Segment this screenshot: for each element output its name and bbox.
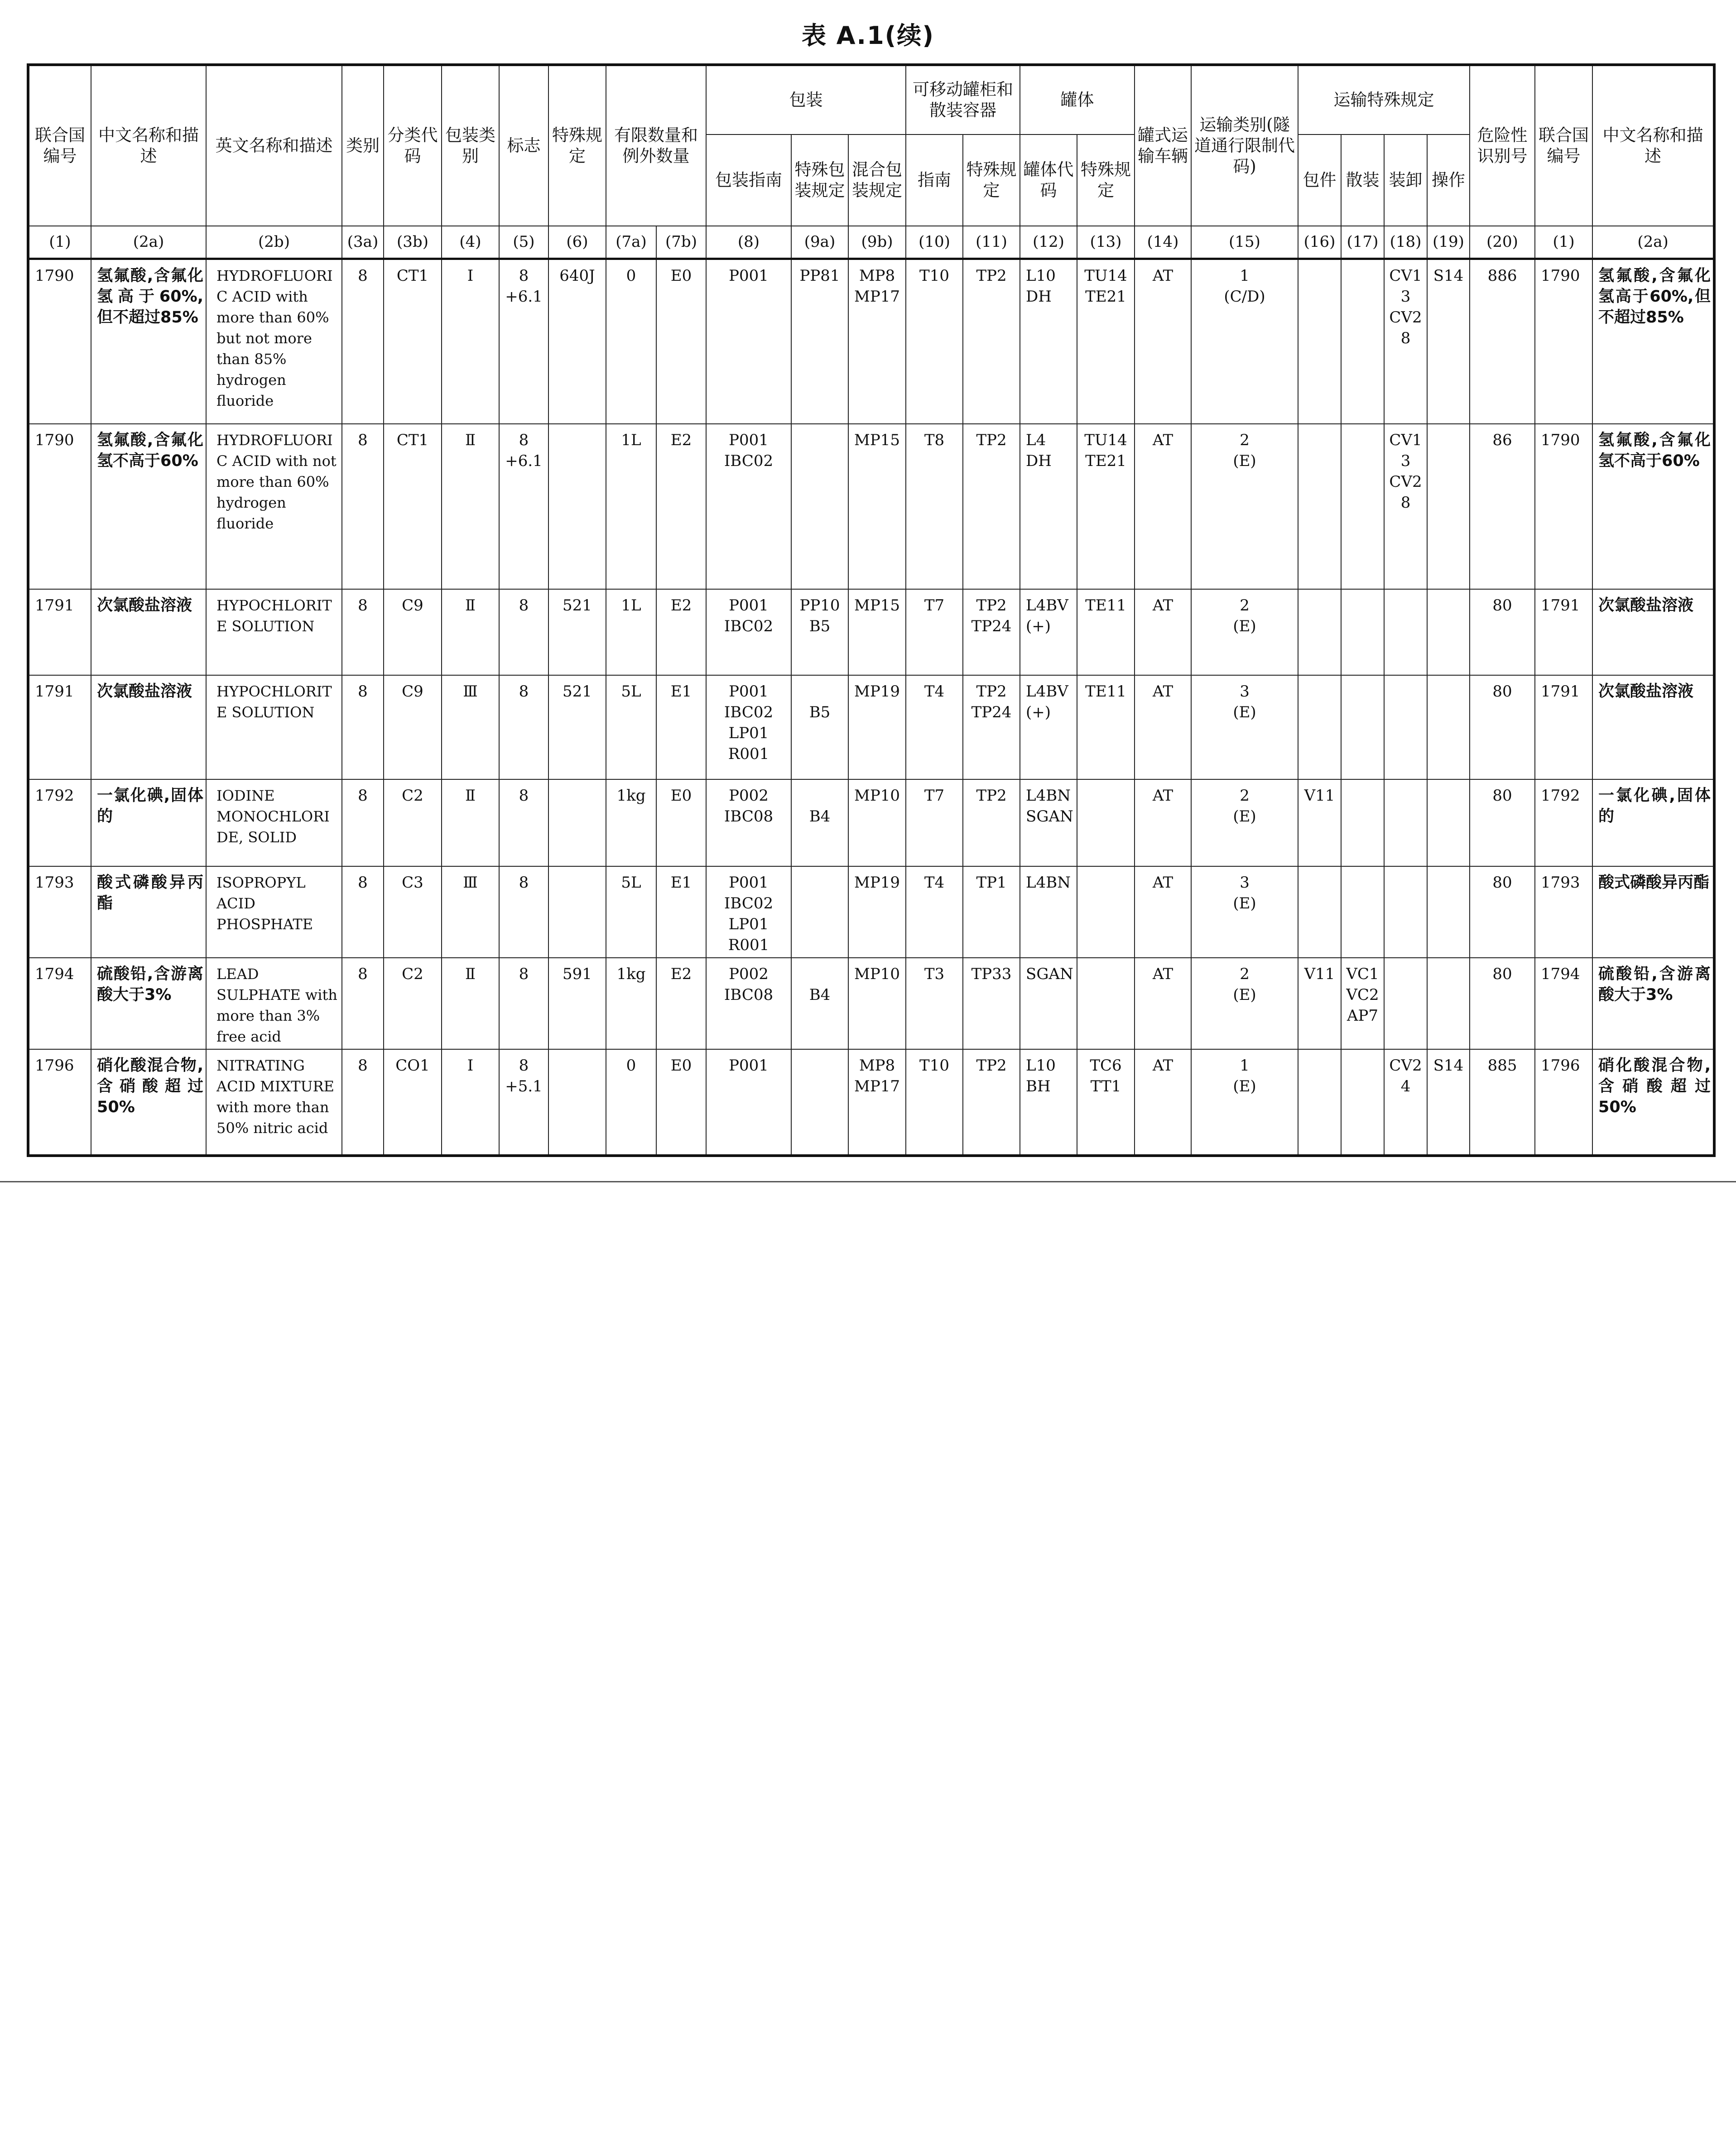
table-body bbox=[28, 259, 1714, 1156]
table-cell: 0 bbox=[606, 1049, 656, 1156]
table-cell: Ⅰ bbox=[442, 259, 499, 424]
table-cell bbox=[1384, 866, 1427, 958]
table-cell: 1794 bbox=[28, 958, 91, 1049]
table-cell: AT bbox=[1135, 866, 1191, 958]
table-cell: 1kg bbox=[606, 958, 656, 1049]
table-cell bbox=[1427, 675, 1470, 779]
table-cell: MP19 bbox=[848, 675, 906, 779]
column-number: (7b) bbox=[656, 226, 706, 259]
table-cell bbox=[791, 424, 848, 589]
table-cell: HYPOCHLORITE SOLUTION bbox=[206, 675, 342, 779]
table-cell: 591 bbox=[548, 958, 606, 1049]
table-cell: 8 bbox=[499, 958, 548, 1049]
table-cell: E0 bbox=[656, 259, 706, 424]
table-cell: 886 bbox=[1470, 259, 1535, 424]
column-number: (5) bbox=[499, 226, 548, 259]
column-number: (2b) bbox=[206, 226, 342, 259]
column-number-row bbox=[28, 226, 1714, 259]
table-cell: Ⅰ bbox=[442, 1049, 499, 1156]
table-cell: 次氯酸盐溶液 bbox=[91, 589, 206, 675]
table-cell bbox=[1384, 779, 1427, 866]
header-packing-instructions: 包装指南 bbox=[706, 134, 791, 226]
table-cell: TU14 TE21 bbox=[1077, 259, 1135, 424]
table-cell: 8 +6.1 bbox=[499, 259, 548, 424]
table-cell: 1kg bbox=[606, 779, 656, 866]
table-cell: P001 bbox=[706, 259, 791, 424]
table-cell: CV13 CV28 bbox=[1384, 259, 1427, 424]
table-cell: 80 bbox=[1470, 589, 1535, 675]
table-cell: B4 bbox=[791, 779, 848, 866]
table-cell: 硝化酸混合物,含硝酸超过50% bbox=[91, 1049, 206, 1156]
table-cell: T8 bbox=[906, 424, 963, 589]
table-cell: E2 bbox=[656, 589, 706, 675]
column-number: (16) bbox=[1298, 226, 1341, 259]
column-number: (18) bbox=[1384, 226, 1427, 259]
table-cell: 1793 bbox=[1535, 866, 1592, 958]
table-cell: S14 bbox=[1427, 1049, 1470, 1156]
table-cell: Ⅲ bbox=[442, 866, 499, 958]
table-cell bbox=[1427, 424, 1470, 589]
column-number: (9a) bbox=[791, 226, 848, 259]
table-cell bbox=[1298, 1049, 1341, 1156]
table-cell: T7 bbox=[906, 779, 963, 866]
table-cell: 2 (E) bbox=[1191, 779, 1298, 866]
header-portable-tanks: 可移动罐柜和散装容器 bbox=[906, 65, 1020, 134]
table-cell: 1790 bbox=[28, 259, 91, 424]
column-number: (7a) bbox=[606, 226, 656, 259]
table-cell: 1792 bbox=[28, 779, 91, 866]
column-number: (13) bbox=[1077, 226, 1135, 259]
table-cell: 86 bbox=[1470, 424, 1535, 589]
table-cell bbox=[548, 779, 606, 866]
table-cell: 8 bbox=[342, 1049, 384, 1156]
table-cell: 8 bbox=[342, 675, 384, 779]
table-cell: 1L bbox=[606, 589, 656, 675]
table-cell: HYDROFLUORIC ACID with not more than 60% hydrogen fluoride bbox=[206, 424, 342, 589]
table-cell: L4BN SGAN bbox=[1020, 779, 1077, 866]
table-cell: 次氯酸盐溶液 bbox=[1592, 589, 1714, 675]
table-title: 表 A.1(续) bbox=[801, 21, 935, 50]
table-cell: AT bbox=[1135, 779, 1191, 866]
table-cell: AT bbox=[1135, 259, 1191, 424]
table-cell: 80 bbox=[1470, 866, 1535, 958]
table-cell: 一氯化碘,固体的 bbox=[91, 779, 206, 866]
column-number: (2a) bbox=[91, 226, 206, 259]
table-cell: CO1 bbox=[384, 1049, 442, 1156]
table-cell: ISOPROPYL ACID PHOSPHATE bbox=[206, 866, 342, 958]
table-cell: C9 bbox=[384, 675, 442, 779]
dangerous-goods-table bbox=[27, 63, 1716, 1157]
table-cell: 2 (E) bbox=[1191, 589, 1298, 675]
table-cell: 3 (E) bbox=[1191, 675, 1298, 779]
table-cell: 次氯酸盐溶液 bbox=[1592, 675, 1714, 779]
table-cell bbox=[548, 866, 606, 958]
header-class-code: 分类代码 bbox=[384, 65, 442, 226]
column-number: (1) bbox=[28, 226, 91, 259]
column-number: (2a) bbox=[1592, 226, 1714, 259]
header-special-transport: 运输特殊规定 bbox=[1298, 65, 1470, 134]
table-cell: 1796 bbox=[1535, 1049, 1592, 1156]
table-cell bbox=[1077, 779, 1135, 866]
table-cell: C2 bbox=[384, 779, 442, 866]
header-tank: 罐体 bbox=[1020, 65, 1135, 134]
table-cell: 1794 bbox=[1535, 958, 1592, 1049]
table-cell: 80 bbox=[1470, 675, 1535, 779]
table-cell bbox=[1341, 259, 1384, 424]
table-cell: 885 bbox=[1470, 1049, 1535, 1156]
table-cell bbox=[1298, 675, 1341, 779]
table-cell: 1793 bbox=[28, 866, 91, 958]
table-cell: 1 (C/D) bbox=[1191, 259, 1298, 424]
table-cell: P002 IBC08 bbox=[706, 958, 791, 1049]
table-cell: L4 DH bbox=[1020, 424, 1077, 589]
table-cell: 氢氟酸,含氟化氢不高于60% bbox=[1592, 424, 1714, 589]
table-cell: E1 bbox=[656, 675, 706, 779]
table-cell bbox=[1298, 259, 1341, 424]
table-cell: 521 bbox=[548, 675, 606, 779]
table-cell: P001 IBC02 bbox=[706, 424, 791, 589]
table-cell: P001 bbox=[706, 1049, 791, 1156]
column-number: (3b) bbox=[384, 226, 442, 259]
table-cell: 3 (E) bbox=[1191, 866, 1298, 958]
table-cell bbox=[1341, 866, 1384, 958]
table-cell: V11 bbox=[1298, 779, 1341, 866]
table-cell: TE11 bbox=[1077, 675, 1135, 779]
table-cell bbox=[791, 866, 848, 958]
table-cell: 1L bbox=[606, 424, 656, 589]
table-cell: TP2 bbox=[963, 1049, 1020, 1156]
table-cell: P001 IBC02 LP01 R001 bbox=[706, 675, 791, 779]
column-number: (6) bbox=[548, 226, 606, 259]
table-cell: AT bbox=[1135, 958, 1191, 1049]
table-cell: 1790 bbox=[1535, 259, 1592, 424]
header-labels: 标志 bbox=[499, 65, 548, 226]
table-cell: 酸式磷酸异丙酯 bbox=[91, 866, 206, 958]
table-cell: C2 bbox=[384, 958, 442, 1049]
header-name-cn-repeat: 中文名称和描述 bbox=[1592, 65, 1714, 226]
table-cell: 8 bbox=[342, 779, 384, 866]
table-cell: 5L bbox=[606, 675, 656, 779]
table-cell: 8 bbox=[342, 866, 384, 958]
column-number: (20) bbox=[1470, 226, 1535, 259]
table-cell: Ⅲ bbox=[442, 675, 499, 779]
table-cell: TP2 TP24 bbox=[963, 675, 1020, 779]
table-cell: CT1 bbox=[384, 259, 442, 424]
table-cell bbox=[791, 1049, 848, 1156]
table-cell: 1 (E) bbox=[1191, 1049, 1298, 1156]
table-cell: Ⅱ bbox=[442, 424, 499, 589]
table-cell: 1791 bbox=[28, 675, 91, 779]
table-cell: VC1 VC2 AP7 bbox=[1341, 958, 1384, 1049]
table-cell bbox=[548, 424, 606, 589]
table-cell bbox=[1077, 958, 1135, 1049]
table-row bbox=[28, 259, 1714, 424]
table-cell: TP33 bbox=[963, 958, 1020, 1049]
table-cell: TP1 bbox=[963, 866, 1020, 958]
column-number: (19) bbox=[1427, 226, 1470, 259]
table-cell: 氢氟酸,含氟化氢高于60%,但不超过85% bbox=[1592, 259, 1714, 424]
table-cell: B4 bbox=[791, 958, 848, 1049]
table-cell bbox=[1384, 589, 1427, 675]
table-cell: CV24 bbox=[1384, 1049, 1427, 1156]
header-name-cn: 中文名称和描述 bbox=[91, 65, 206, 226]
header-packages: 包件 bbox=[1298, 134, 1341, 226]
table-cell: T10 bbox=[906, 1049, 963, 1156]
table-cell: 8 bbox=[342, 259, 384, 424]
table-cell: PP81 bbox=[791, 259, 848, 424]
table-cell: L4BN bbox=[1020, 866, 1077, 958]
table-cell: S14 bbox=[1427, 259, 1470, 424]
page-bottom-rule bbox=[0, 1181, 1736, 1182]
table-cell: 一氯化碘,固体的 bbox=[1592, 779, 1714, 866]
table-cell: B5 bbox=[791, 675, 848, 779]
header-tank-vehicle: 罐式运输车辆 bbox=[1135, 65, 1191, 226]
table-cell: MP10 bbox=[848, 779, 906, 866]
table-row bbox=[28, 424, 1714, 589]
table-cell bbox=[1341, 424, 1384, 589]
table-cell: 80 bbox=[1470, 779, 1535, 866]
table-cell: Ⅱ bbox=[442, 589, 499, 675]
table-cell: V11 bbox=[1298, 958, 1341, 1049]
table-cell: E0 bbox=[656, 779, 706, 866]
table-cell: 8 +6.1 bbox=[499, 424, 548, 589]
table-cell: HYPOCHLORITE SOLUTION bbox=[206, 589, 342, 675]
table-cell: TP2 TP24 bbox=[963, 589, 1020, 675]
column-number: (17) bbox=[1341, 226, 1384, 259]
table-cell: CT1 bbox=[384, 424, 442, 589]
table-cell: 521 bbox=[548, 589, 606, 675]
table-cell: 8 +5.1 bbox=[499, 1049, 548, 1156]
table-cell: 1790 bbox=[28, 424, 91, 589]
header-tank-special-provisions: 特殊规定 bbox=[1077, 134, 1135, 226]
table-cell: E2 bbox=[656, 958, 706, 1049]
table-cell: L10 BH bbox=[1020, 1049, 1077, 1156]
table-cell: LEAD SULPHATE with more than 3% free acid bbox=[206, 958, 342, 1049]
table-cell: T4 bbox=[906, 675, 963, 779]
table-cell: L4BV (+) bbox=[1020, 589, 1077, 675]
table-cell: 5L bbox=[606, 866, 656, 958]
table-cell: T7 bbox=[906, 589, 963, 675]
table-cell: 8 bbox=[499, 675, 548, 779]
table-row bbox=[28, 958, 1714, 1049]
header-pt-instructions: 指南 bbox=[906, 134, 963, 226]
table-cell: 氢氟酸,含氟化氢高于60%,但不超过85% bbox=[91, 259, 206, 424]
table-cell: 1791 bbox=[1535, 589, 1592, 675]
table-cell bbox=[1427, 589, 1470, 675]
table-cell: 8 bbox=[499, 779, 548, 866]
table-cell: P001 IBC02 LP01 R001 bbox=[706, 866, 791, 958]
header-operation: 操作 bbox=[1427, 134, 1470, 226]
column-number: (3a) bbox=[342, 226, 384, 259]
table-cell: 硝化酸混合物,含硝酸超过50% bbox=[1592, 1049, 1714, 1156]
table-cell: 硫酸铅,含游离酸大于3% bbox=[1592, 958, 1714, 1049]
table-cell: T4 bbox=[906, 866, 963, 958]
header-packaging: 包装 bbox=[706, 65, 906, 134]
table-cell: C9 bbox=[384, 589, 442, 675]
table-cell: P002 IBC08 bbox=[706, 779, 791, 866]
table-cell: MP15 bbox=[848, 424, 906, 589]
table-cell: 640J bbox=[548, 259, 606, 424]
table-cell: MP8 MP17 bbox=[848, 1049, 906, 1156]
table-cell: 8 bbox=[499, 866, 548, 958]
table-cell: CV13 CV28 bbox=[1384, 424, 1427, 589]
header-bulk: 散装 bbox=[1341, 134, 1384, 226]
table-cell: 1791 bbox=[1535, 675, 1592, 779]
table-cell: SGAN bbox=[1020, 958, 1077, 1049]
table-cell: TE11 bbox=[1077, 589, 1135, 675]
table-cell: E1 bbox=[656, 866, 706, 958]
table-cell: 2 (E) bbox=[1191, 424, 1298, 589]
table-cell: L4BV (+) bbox=[1020, 675, 1077, 779]
table-cell: 8 bbox=[342, 424, 384, 589]
table-cell bbox=[1384, 958, 1427, 1049]
table-cell: T3 bbox=[906, 958, 963, 1049]
header-tank-code: 罐体代码 bbox=[1020, 134, 1077, 226]
table-cell: 8 bbox=[499, 589, 548, 675]
table-cell: 0 bbox=[606, 259, 656, 424]
column-number: (15) bbox=[1191, 226, 1298, 259]
table-row bbox=[28, 675, 1714, 779]
header-packing-group: 包装类别 bbox=[442, 65, 499, 226]
table-cell: C3 bbox=[384, 866, 442, 958]
column-number: (10) bbox=[906, 226, 963, 259]
table-cell: MP10 bbox=[848, 958, 906, 1049]
header-special-packing-provisions: 特殊包装规定 bbox=[791, 134, 848, 226]
table-cell: 氢氟酸,含氟化氢不高于60% bbox=[91, 424, 206, 589]
table-cell bbox=[1427, 779, 1470, 866]
header-loading-unloading: 装卸 bbox=[1384, 134, 1427, 226]
header-un-no: 联合国编号 bbox=[28, 65, 91, 226]
table-cell: Ⅱ bbox=[442, 779, 499, 866]
header-mixed-packing-provisions: 混合包装规定 bbox=[848, 134, 906, 226]
column-number: (1) bbox=[1535, 226, 1592, 259]
header-un-no-repeat: 联合国编号 bbox=[1535, 65, 1592, 226]
table-cell: 1796 bbox=[28, 1049, 91, 1156]
header-transport-category: 运输类别(隧道通行限制代码) bbox=[1191, 65, 1298, 226]
table-cell: TU14 TE21 bbox=[1077, 424, 1135, 589]
table-cell: MP8 MP17 bbox=[848, 259, 906, 424]
table-cell: Ⅱ bbox=[442, 958, 499, 1049]
column-number: (12) bbox=[1020, 226, 1077, 259]
table-cell: T10 bbox=[906, 259, 963, 424]
table-cell: 8 bbox=[342, 589, 384, 675]
header-class: 类别 bbox=[342, 65, 384, 226]
table-cell: AT bbox=[1135, 589, 1191, 675]
header-hazard-id: 危险性识别号 bbox=[1470, 65, 1535, 226]
table-cell: 次氯酸盐溶液 bbox=[91, 675, 206, 779]
column-number: (14) bbox=[1135, 226, 1191, 259]
table-cell bbox=[1298, 866, 1341, 958]
table-cell: 2 (E) bbox=[1191, 958, 1298, 1049]
table-cell: PP10 B5 bbox=[791, 589, 848, 675]
table-cell: 1792 bbox=[1535, 779, 1592, 866]
table-cell: E2 bbox=[656, 424, 706, 589]
table-cell: 酸式磷酸异丙酯 bbox=[1592, 866, 1714, 958]
table-cell: AT bbox=[1135, 1049, 1191, 1156]
table-cell: E0 bbox=[656, 1049, 706, 1156]
column-number: (8) bbox=[706, 226, 791, 259]
table-cell bbox=[1427, 958, 1470, 1049]
table-row bbox=[28, 1049, 1714, 1156]
table-cell bbox=[1341, 589, 1384, 675]
table-cell: MP15 bbox=[848, 589, 906, 675]
table-row bbox=[28, 779, 1714, 866]
header-special-provisions: 特殊规定 bbox=[548, 65, 606, 226]
table-cell: 1790 bbox=[1535, 424, 1592, 589]
table-cell bbox=[1298, 589, 1341, 675]
table-cell: 8 bbox=[342, 958, 384, 1049]
table-cell bbox=[1427, 866, 1470, 958]
table-cell: 硫酸铅,含游离酸大于3% bbox=[91, 958, 206, 1049]
table-cell: NITRATING ACID MIXTURE with more than 50% nitric acid bbox=[206, 1049, 342, 1156]
table-cell bbox=[1298, 424, 1341, 589]
table-cell: MP19 bbox=[848, 866, 906, 958]
table-cell bbox=[1077, 866, 1135, 958]
table-cell: TP2 bbox=[963, 779, 1020, 866]
table-cell: P001 IBC02 bbox=[706, 589, 791, 675]
column-number: (11) bbox=[963, 226, 1020, 259]
column-number: (9b) bbox=[848, 226, 906, 259]
table-cell bbox=[1384, 675, 1427, 779]
table-cell: TP2 bbox=[963, 259, 1020, 424]
column-number: (4) bbox=[442, 226, 499, 259]
table-cell: TP2 bbox=[963, 424, 1020, 589]
table-cell: 80 bbox=[1470, 958, 1535, 1049]
table-cell bbox=[1341, 779, 1384, 866]
table-cell: HYDROFLUORIC ACID with more than 60% but not more than 85% hydrogen fluoride bbox=[206, 259, 342, 424]
table-row bbox=[28, 866, 1714, 958]
table-cell bbox=[548, 1049, 606, 1156]
table-cell bbox=[1341, 1049, 1384, 1156]
table-cell: AT bbox=[1135, 675, 1191, 779]
table-row bbox=[28, 589, 1714, 675]
table-cell: AT bbox=[1135, 424, 1191, 589]
header-limited-quantities: 有限数量和例外数量 bbox=[606, 65, 706, 226]
header-name-en: 英文名称和描述 bbox=[206, 65, 342, 226]
table-cell: 1791 bbox=[28, 589, 91, 675]
table-cell: L10 DH bbox=[1020, 259, 1077, 424]
table-cell bbox=[1341, 675, 1384, 779]
table-cell: TC6 TT1 bbox=[1077, 1049, 1135, 1156]
table-cell: IODINE MONOCHLORIDE, SOLID bbox=[206, 779, 342, 866]
header-pt-special-provisions: 特殊规定 bbox=[963, 134, 1020, 226]
